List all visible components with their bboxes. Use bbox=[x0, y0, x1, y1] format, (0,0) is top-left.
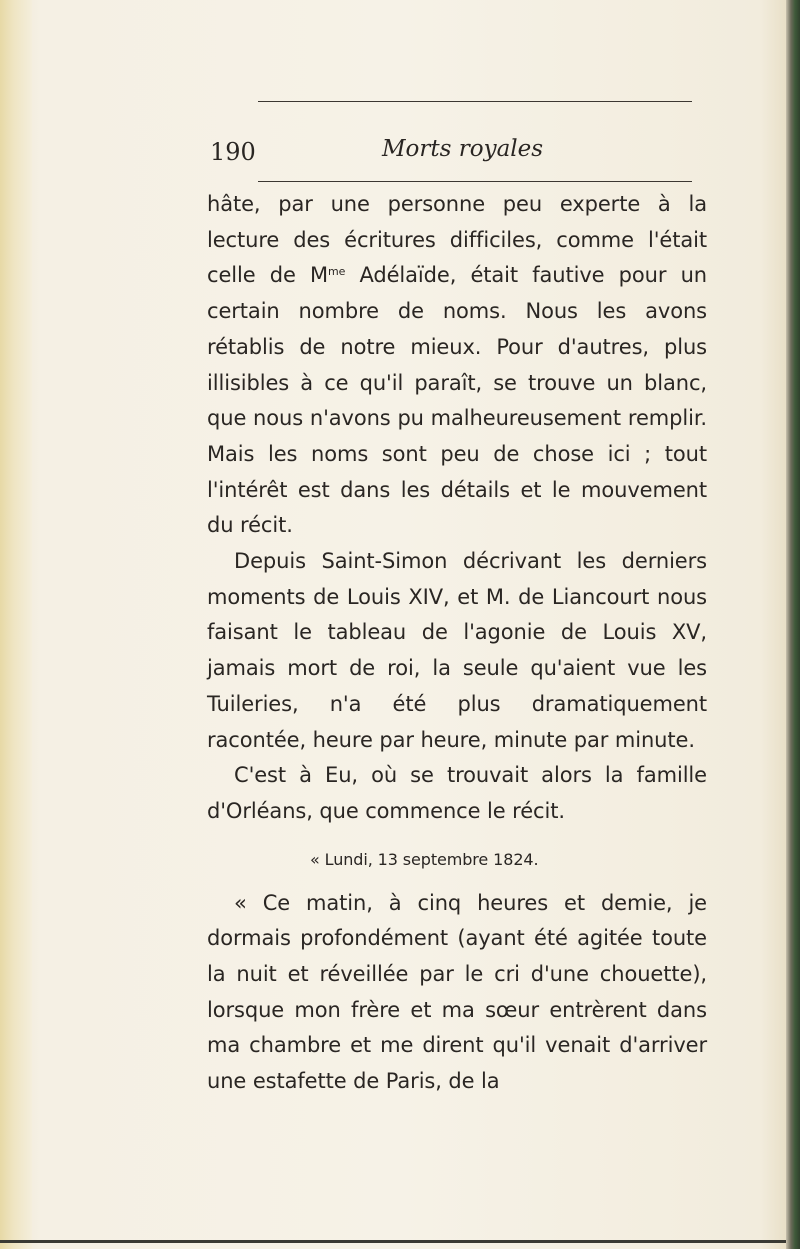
dateline: « Lundi, 13 septembre 1824. bbox=[310, 849, 539, 869]
page-number: 190 bbox=[210, 138, 256, 166]
paragraph-3: C'est à Eu, où se trouvait alors la famille d'Orléans, que commence le récit. bbox=[207, 763, 707, 823]
running-title: Morts royales bbox=[382, 136, 544, 162]
paragraph-4: « Ce matin, à cinq heures et demie, je dormais profondément (ayant été agitée toute la nuit et réveillée par le cri d'une chouette), lorsque mon frère et ma sœur entrèrent dans ma chambre et me dirent qu'il venait d'arriver une estafette de Paris, de la bbox=[207, 890, 707, 1094]
paragraph-2: Depuis Saint-Simon décrivant les derniers moments de Louis XIV, et M. de Liancourt nous faisant le tableau de l'agonie de Louis XV, jamais mort de roi, la seule qu'aient vue les Tuileries, n'a été plus dramatiquement racontée, heure par heure, minute par minute. bbox=[207, 549, 707, 752]
header-rule-top bbox=[258, 101, 692, 102]
superscript-me: me bbox=[327, 265, 346, 279]
paragraph-1-text-a: hâte, par une personne peu experte à la lecture des écritures difficiles, comme l'était celle de M bbox=[207, 192, 707, 288]
page-left-edge bbox=[0, 0, 32, 1249]
bottom-rule bbox=[0, 1240, 786, 1243]
body-text bbox=[207, 187, 707, 1100]
header-rule-bottom bbox=[258, 181, 692, 182]
paragraph-1-text-b: Adélaïde, était fautive pour un certain nombre de noms. Nous les avons rétablis de notre mieux. Pour d'autres, plus illisibles à ce qu'il paraît, se trouve un blanc, que nous n'avons pu malheureusement remplir. Mais les noms sont peu de chose ici ; tout l'intérêt est dans les détails et le mouvement du récit. bbox=[207, 263, 707, 538]
book-spine bbox=[786, 0, 800, 1249]
paragraph-1 bbox=[207, 187, 707, 544]
